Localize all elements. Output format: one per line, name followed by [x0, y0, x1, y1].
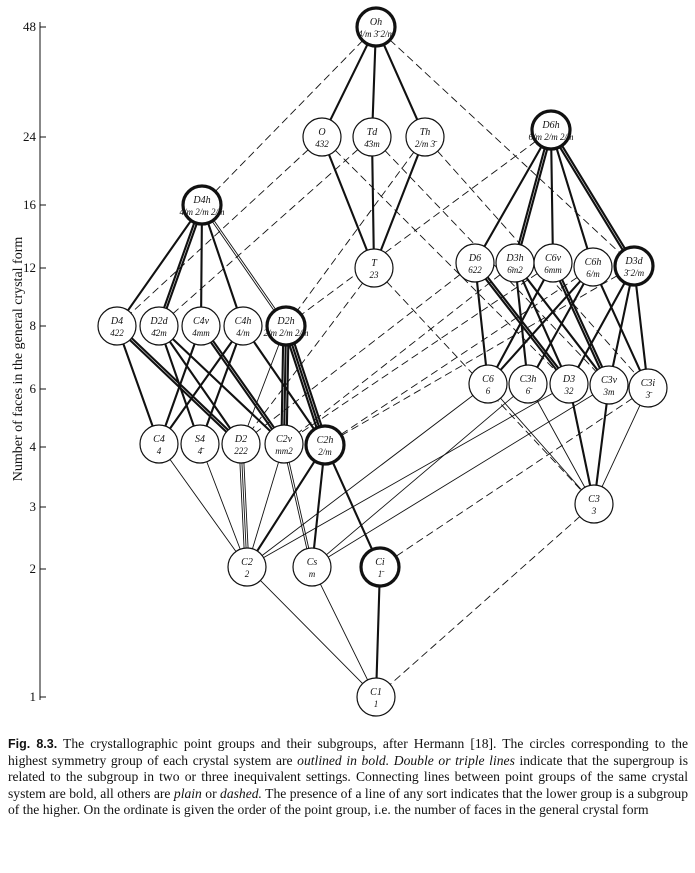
node-schoenflies: C3h [519, 374, 537, 385]
tick-label: 1 [29, 689, 36, 704]
subgroup-line-Th-D2h [297, 152, 413, 310]
node-hermann-mauguin: 3m [603, 387, 615, 397]
subgroup-line-C2h-Ci [333, 462, 372, 549]
node-C2h [306, 426, 344, 464]
subgroup-line-C4-C2 [170, 459, 236, 551]
caption-text-4: or [201, 785, 221, 801]
node-hermann-mauguin: 6̄ [525, 386, 531, 396]
node-hermann-mauguin: 2 [244, 569, 250, 579]
subgroup-line-D2-C2 [242, 463, 246, 548]
node-hermann-mauguin: 4̄3m [364, 139, 380, 149]
node-D2 [222, 425, 260, 463]
node-C3 [575, 485, 613, 523]
subgroup-line-D2h-C2v [287, 345, 288, 425]
node-schoenflies: C4h [234, 316, 252, 327]
node-D2h [264, 307, 310, 345]
node-S4 [181, 425, 219, 463]
node-hermann-mauguin: 2/m [318, 447, 332, 457]
node-schoenflies: C2 [241, 557, 253, 568]
subgroup-line-Oh-Td [373, 46, 376, 118]
node-D4 [98, 307, 136, 345]
subgroup-line-Oh-Th [384, 44, 418, 119]
tick-label: 12 [23, 260, 36, 275]
subgroup-line-Oh-O [330, 44, 367, 120]
subgroup-line-O-T [329, 155, 367, 251]
node-hermann-mauguin: 3̄ [645, 390, 651, 400]
node-schoenflies: O [318, 127, 326, 138]
subgroup-line-C3-C1 [390, 517, 580, 685]
node-schoenflies: C6h [584, 257, 602, 268]
subgroup-line-C2h-Cs [314, 464, 323, 548]
node-schoenflies: C3 [588, 494, 600, 505]
subgroup-line-C6-C2 [262, 395, 473, 555]
node-hermann-mauguin: 2/m 2/m 2/m [263, 328, 309, 338]
caption-emphasis-lines: Double or triple lines [393, 752, 515, 768]
node-D6h [529, 111, 575, 149]
subgroup-line-D3d-D3 [578, 283, 625, 368]
node-D3d [615, 247, 653, 285]
node-C6h [574, 248, 612, 286]
node-hermann-mauguin: 2/m 3̄ [414, 139, 436, 149]
node-hermann-mauguin: 4/m 2/m 2/m [179, 207, 225, 217]
node-hermann-mauguin: 1 [373, 699, 379, 709]
node-schoenflies: Td [366, 127, 378, 138]
subgroup-line-Oh-D4h [215, 41, 362, 192]
node-Ci [361, 548, 399, 586]
node-C2v [265, 425, 303, 463]
subgroup-line-Td-T [372, 156, 373, 249]
node-D6 [456, 244, 494, 282]
subgroup-line-D6h-D2h [301, 141, 535, 314]
subgroup-line-C6h-C3h [537, 284, 584, 368]
subgroup-line-D4h-D2h [212, 221, 274, 311]
subgroup-line-D4h-C4v [201, 224, 202, 307]
subgroup-line-Th-T [381, 155, 418, 251]
node-C4 [140, 425, 178, 463]
subgroup-line-D3-C3 [573, 403, 590, 486]
node-hermann-mauguin: 3̄ 2/m [623, 268, 645, 278]
subgroup-line-D4h-D2d [164, 222, 194, 307]
node-schoenflies: D2h [277, 316, 295, 327]
tick-label: 8 [29, 318, 36, 333]
node-schoenflies: D3 [562, 374, 576, 385]
node-schoenflies: D4h [193, 195, 211, 206]
node-hermann-mauguin: 4mm [192, 328, 210, 338]
node-schoenflies: C2v [275, 434, 293, 445]
node-C2 [228, 548, 266, 586]
node-schoenflies: D3h [506, 253, 524, 264]
tick-label: 4 [29, 439, 36, 454]
node-D4h [180, 186, 226, 224]
node-Td [353, 118, 391, 156]
node-hermann-mauguin: 6mm [544, 265, 562, 275]
node-T [355, 249, 393, 287]
subgroup-line-C2-C1 [260, 580, 362, 683]
node-schoenflies: C4 [153, 434, 165, 445]
node-schoenflies: C3i [640, 378, 656, 389]
subgroup-line-C3v-C3 [596, 404, 606, 485]
subgroup-line-C3v-Cs [328, 395, 593, 557]
node-hermann-mauguin: 422 [110, 328, 124, 338]
node-schoenflies: C6v [544, 253, 562, 264]
caption-text-5: The presence of a line of any sort indicates that the lower group is a subgroup of the higher. On the ordinate is given the order of the point group, i.e. the number of faces in the general crystal form [8, 785, 689, 818]
node-hermann-mauguin: 622 [468, 265, 482, 275]
subgroup-line-D4h-D2d [167, 223, 197, 308]
subgroup-line-C3h-C3 [537, 401, 585, 488]
caption-emphasis-bold: outlined in bold. [297, 752, 390, 768]
axis-ticks [23, 19, 46, 704]
node-C6v [534, 244, 572, 282]
node-C3i [629, 369, 667, 407]
node-hermann-mauguin: 4/m [236, 328, 250, 338]
tick-label: 16 [23, 197, 36, 212]
subgroup-line-D2h-C2h [292, 344, 319, 427]
node-schoenflies: D6 [468, 253, 482, 264]
node-schoenflies: D2d [150, 316, 168, 327]
tick-label: 48 [23, 19, 36, 34]
subgroup-line-S4-C2 [207, 462, 240, 550]
tick-label: 6 [29, 381, 36, 396]
subgroup-line-D2-C2 [240, 463, 244, 548]
caption-emphasis-plain: plain [173, 785, 202, 801]
node-schoenflies: D3d [625, 256, 643, 267]
caption-label: Fig. 8.3. [8, 737, 58, 751]
subgroup-line-C6v-C2v [300, 274, 537, 434]
node-D2d [140, 307, 178, 345]
node-D3h [496, 244, 534, 282]
node-hermann-mauguin: 6/m 2/m 2/m [528, 132, 574, 142]
node-hermann-mauguin: 1̄ [377, 569, 383, 579]
node-schoenflies: C6 [482, 374, 494, 385]
tick-label: 2 [29, 561, 36, 576]
subgroup-line-D2h-C2v [284, 345, 285, 425]
subgroup-line-D6h-D3h [521, 149, 547, 245]
subgroup-line-D6-C6 [477, 282, 486, 365]
node-C4v [182, 307, 220, 345]
subgroup-line-C3h-Cs [326, 396, 513, 554]
node-hermann-mauguin: 4̄2m [151, 328, 167, 338]
tick-label: 24 [23, 129, 36, 144]
axis-title: Number of faces in the general crystal form [11, 236, 26, 482]
node-schoenflies: D2 [234, 434, 248, 445]
node-hermann-mauguin: 23 [369, 270, 379, 280]
node-C4h [224, 307, 262, 345]
node-schoenflies: C3v [600, 375, 618, 386]
subgroup-line-D3h-C2v [299, 275, 500, 433]
subgroup-line-D2-C2 [244, 463, 248, 548]
subgroup-line-Cs-C1 [320, 584, 367, 680]
node-hermann-mauguin: 432 [315, 139, 329, 149]
node-schoenflies: Th [419, 127, 431, 138]
caption-text: The crystallographic point groups and their subgroups, after Hermann [18]. The circles corresponding to the highest symmetry group of each crystal system are [8, 736, 689, 768]
node-hermann-mauguin: mm2 [275, 446, 293, 456]
node-schoenflies: S4 [195, 434, 205, 445]
subgroup-line-D6h-D3d [560, 147, 623, 251]
node-schoenflies: Oh [369, 17, 383, 28]
node-schoenflies: D4 [110, 316, 124, 327]
node-hermann-mauguin: 32 [564, 386, 574, 396]
subgroup-line-Ci-C1 [377, 586, 380, 678]
node-hermann-mauguin: 222 [234, 446, 248, 456]
node-hermann-mauguin: 3 [591, 506, 597, 516]
node-schoenflies: C4v [192, 316, 210, 327]
node-C1 [357, 678, 395, 716]
node-C6 [469, 365, 507, 403]
subgroup-line-D2h-C2v [282, 345, 283, 425]
node-C3v [590, 366, 628, 404]
node-hermann-mauguin: 6/m [586, 269, 600, 279]
node-hermann-mauguin: 4 [156, 446, 162, 456]
subgroup-line-D6h-C6v [551, 149, 552, 244]
subgroup-line-D3d-C3v [613, 285, 630, 367]
subgroup-line-C3i-C3 [602, 405, 640, 487]
node-hermann-mauguin: 6 [485, 386, 491, 396]
node-schoenflies: Ci [375, 557, 385, 568]
node-schoenflies: Cs [306, 557, 318, 568]
subgroup-line-D6h-D6 [484, 146, 541, 246]
node-Cs [293, 548, 331, 586]
node-C3h [509, 365, 547, 403]
node-hermann-mauguin: 4̄ [197, 446, 203, 456]
figure-caption [8, 736, 688, 819]
node-Th [406, 118, 444, 156]
subgroup-line-D2h-C2h [289, 345, 316, 428]
node-hermann-mauguin: 4/m 3̄ 2/m [358, 29, 394, 39]
subgroup-line-C6v-C3v [562, 280, 602, 367]
node-schoenflies: C1 [370, 687, 382, 698]
node-schoenflies: T [371, 258, 377, 269]
subgroup-line-C2v-Cs [287, 463, 307, 549]
node-hermann-mauguin: 6̄m2 [507, 265, 523, 275]
subgroup-line-C6v-C3v [560, 281, 600, 368]
subgroup-line-D3d-C3i [636, 285, 646, 369]
node-Oh [357, 8, 395, 46]
tick-label: 3 [29, 499, 36, 514]
node-O [303, 118, 341, 156]
caption-text-3: indicate that the supergroup is related to the subgroup in two or three inequivalent settings. Connecting lines between point groups of the same crystal system are bold, all others are [8, 752, 688, 801]
subgroup-line-D6-D3 [488, 277, 559, 368]
node-hermann-mauguin: m [308, 569, 316, 579]
node-schoenflies: C2h [316, 435, 334, 446]
subgroup-line-C2v-C2 [252, 462, 278, 549]
caption-emphasis-dashed: dashed. [220, 785, 262, 801]
node-D3 [550, 365, 588, 403]
subgroup-line-C6h-C2h [341, 278, 577, 435]
node-schoenflies: D6h [542, 120, 560, 131]
subgroup-line-T-D2 [252, 283, 362, 429]
